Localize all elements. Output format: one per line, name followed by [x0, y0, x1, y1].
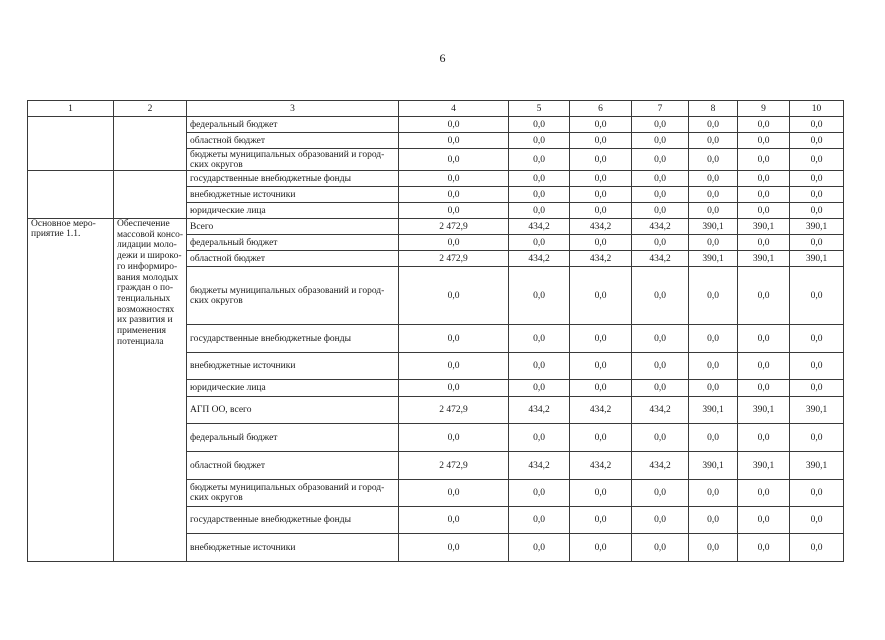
funding-source-cell — [187, 203, 399, 219]
description-text-line: массовой консо- — [117, 229, 184, 240]
column-header: 7 — [632, 101, 689, 117]
description-text-line: потенциала — [117, 336, 164, 347]
value-cell: 0,0 — [509, 325, 570, 353]
value-cell: 0,0 — [738, 534, 790, 562]
measure-cell — [28, 219, 114, 562]
description-text-line: лидации моло- — [117, 240, 177, 251]
value-cell: 0,0 — [509, 133, 570, 149]
value-cell: 0,0 — [509, 267, 570, 325]
funding-source-line: ских округов — [190, 493, 243, 503]
column-header: 4 — [399, 101, 509, 117]
description-cell — [114, 117, 187, 171]
funding-source-cell — [187, 117, 399, 133]
funding-source-cell — [187, 187, 399, 203]
value-cell: 0,0 — [570, 235, 632, 251]
funding-source-line: внебюджетные источники — [190, 189, 296, 200]
value-cell: 0,0 — [570, 203, 632, 219]
description-text-line: го информиро- — [117, 261, 178, 272]
value-cell: 0,0 — [790, 507, 844, 534]
value-cell: 0,0 — [738, 149, 790, 171]
column-header: 1 — [28, 101, 114, 117]
value-cell: 0,0 — [689, 235, 738, 251]
value-cell: 434,2 — [509, 397, 570, 424]
funding-source-line: ских округов — [190, 295, 243, 306]
value-cell: 0,0 — [632, 133, 689, 149]
value-cell: 0,0 — [509, 480, 570, 507]
measure-text-line: приятие 1.1. — [31, 229, 81, 239]
funding-source-line: областной бюджет — [190, 135, 266, 146]
funding-source-line: федеральный бюджет — [190, 119, 278, 130]
value-cell: 0,0 — [509, 149, 570, 171]
funding-source-cell — [187, 133, 399, 149]
value-cell: 0,0 — [399, 203, 509, 219]
funding-source-line: бюджеты муниципальных образований и город- — [190, 149, 385, 160]
description-text-line: применения — [117, 326, 166, 337]
funding-source-cell — [187, 219, 399, 235]
value-cell: 0,0 — [738, 480, 790, 507]
value-cell: 0,0 — [738, 171, 790, 187]
value-cell: 0,0 — [738, 203, 790, 219]
value-cell: 390,1 — [738, 219, 790, 235]
description-cell — [114, 219, 187, 562]
description-text-line: их развития и — [117, 315, 173, 326]
value-cell: 0,0 — [399, 133, 509, 149]
value-cell: 0,0 — [399, 267, 509, 325]
value-cell: 0,0 — [570, 117, 632, 133]
table-row — [28, 117, 844, 133]
value-cell: 0,0 — [509, 117, 570, 133]
value-cell: 0,0 — [570, 149, 632, 171]
column-header: 2 — [114, 101, 187, 117]
value-cell: 0,0 — [689, 203, 738, 219]
funding-source-cell — [187, 267, 399, 325]
value-cell: 0,0 — [689, 267, 738, 325]
value-cell: 0,0 — [570, 187, 632, 203]
value-cell: 0,0 — [689, 424, 738, 452]
funding-source-line: АГП ОО, всего — [190, 405, 252, 415]
funding-source-line: областной бюджет — [190, 253, 266, 264]
value-cell: 0,0 — [689, 133, 738, 149]
description-cell — [114, 171, 187, 219]
value-cell: 0,0 — [570, 325, 632, 353]
value-cell: 0,0 — [790, 235, 844, 251]
value-cell: 0,0 — [689, 149, 738, 171]
value-cell: 390,1 — [738, 452, 790, 480]
funding-source-line: бюджеты муниципальных образований и город- — [190, 483, 385, 493]
value-cell: 0,0 — [738, 380, 790, 397]
table-row — [28, 171, 844, 187]
funding-source-cell — [187, 325, 399, 353]
value-cell: 0,0 — [689, 353, 738, 380]
value-cell: 0,0 — [689, 325, 738, 353]
funding-source-line: внебюджетные источники — [190, 542, 296, 553]
value-cell: 390,1 — [689, 452, 738, 480]
value-cell: 390,1 — [689, 251, 738, 267]
value-cell: 0,0 — [570, 507, 632, 534]
value-cell: 0,0 — [399, 235, 509, 251]
value-cell: 0,0 — [509, 507, 570, 534]
value-cell: 0,0 — [570, 353, 632, 380]
value-cell: 0,0 — [399, 534, 509, 562]
value-cell: 0,0 — [399, 171, 509, 187]
funding-source-line: федеральный бюджет — [190, 237, 278, 248]
value-cell: 0,0 — [632, 187, 689, 203]
value-cell: 0,0 — [570, 267, 632, 325]
value-cell: 0,0 — [738, 187, 790, 203]
funding-source-line: государственные внебюджетные фонды — [190, 173, 351, 184]
value-cell: 434,2 — [632, 219, 689, 235]
funding-source-line: областной бюджет — [190, 460, 266, 471]
measure-text-line: Основное меро- — [31, 219, 96, 229]
value-cell: 0,0 — [738, 235, 790, 251]
value-cell: 390,1 — [689, 397, 738, 424]
value-cell: 0,0 — [689, 507, 738, 534]
value-cell: 0,0 — [790, 117, 844, 133]
description-text-line: дежи и широко- — [117, 251, 182, 262]
value-cell: 0,0 — [790, 534, 844, 562]
funding-source-line: бюджеты муниципальных образований и город- — [190, 285, 385, 296]
column-header: 8 — [689, 101, 738, 117]
value-cell: 0,0 — [399, 353, 509, 380]
description-text-line: возможностях — [117, 304, 175, 315]
value-cell: 0,0 — [790, 133, 844, 149]
funding-source-cell — [187, 235, 399, 251]
value-cell: 434,2 — [509, 452, 570, 480]
measure-cell — [28, 117, 114, 171]
funding-source-cell — [187, 149, 399, 171]
value-cell: 0,0 — [689, 187, 738, 203]
value-cell: 0,0 — [399, 149, 509, 171]
measure-cell — [28, 171, 114, 219]
value-cell: 0,0 — [570, 480, 632, 507]
value-cell: 434,2 — [570, 219, 632, 235]
value-cell: 0,0 — [632, 267, 689, 325]
value-cell: 0,0 — [632, 424, 689, 452]
value-cell: 0,0 — [738, 507, 790, 534]
value-cell: 434,2 — [632, 251, 689, 267]
description-text-line: тенциальных — [117, 293, 171, 304]
value-cell: 0,0 — [790, 480, 844, 507]
value-cell: 0,0 — [738, 325, 790, 353]
funding-source-cell — [187, 171, 399, 187]
value-cell: 0,0 — [790, 171, 844, 187]
value-cell: 434,2 — [570, 452, 632, 480]
description-text-line: граждан о по- — [117, 283, 174, 294]
value-cell: 0,0 — [570, 133, 632, 149]
funding-source-cell — [187, 397, 399, 424]
value-cell: 0,0 — [689, 534, 738, 562]
value-cell: 434,2 — [509, 219, 570, 235]
budget-table — [27, 100, 844, 562]
value-cell: 0,0 — [570, 171, 632, 187]
value-cell: 390,1 — [790, 251, 844, 267]
value-cell: 434,2 — [509, 251, 570, 267]
value-cell: 390,1 — [738, 251, 790, 267]
funding-source-cell — [187, 480, 399, 507]
funding-source-line: государственные внебюджетные фонды — [190, 515, 351, 525]
value-cell: 0,0 — [399, 480, 509, 507]
value-cell: 0,0 — [689, 480, 738, 507]
value-cell: 0,0 — [738, 133, 790, 149]
funding-source-cell — [187, 251, 399, 267]
value-cell: 0,0 — [790, 267, 844, 325]
value-cell: 0,0 — [509, 187, 570, 203]
funding-source-cell — [187, 452, 399, 480]
value-cell: 0,0 — [570, 380, 632, 397]
funding-source-line: Всего — [190, 221, 214, 232]
funding-source-line: внебюджетные источники — [190, 361, 296, 371]
value-cell: 0,0 — [509, 534, 570, 562]
value-cell: 0,0 — [790, 353, 844, 380]
value-cell: 0,0 — [632, 534, 689, 562]
value-cell: 0,0 — [738, 117, 790, 133]
value-cell: 0,0 — [509, 424, 570, 452]
value-cell: 0,0 — [509, 203, 570, 219]
funding-source-cell — [187, 353, 399, 380]
value-cell: 0,0 — [399, 187, 509, 203]
value-cell: 0,0 — [399, 325, 509, 353]
value-cell: 434,2 — [570, 251, 632, 267]
description-text-line: вания молодых — [117, 272, 179, 283]
funding-source-cell — [187, 380, 399, 397]
value-cell: 0,0 — [632, 203, 689, 219]
funding-source-cell — [187, 424, 399, 452]
value-cell: 0,0 — [632, 117, 689, 133]
value-cell: 0,0 — [399, 424, 509, 452]
description-text-line: Обеспечение — [117, 219, 170, 229]
page-number: 6 — [439, 51, 446, 65]
funding-source-line: федеральный бюджет — [190, 432, 278, 443]
value-cell: 0,0 — [632, 171, 689, 187]
value-cell: 0,0 — [790, 203, 844, 219]
column-header: 3 — [187, 101, 399, 117]
funding-source-line: государственные внебюджетные фонды — [190, 333, 351, 344]
value-cell: 0,0 — [509, 235, 570, 251]
value-cell: 2 472,9 — [399, 397, 509, 424]
value-cell: 0,0 — [509, 171, 570, 187]
value-cell: 0,0 — [790, 187, 844, 203]
funding-source-line: юридические лица — [190, 383, 266, 393]
table-header-row — [28, 101, 844, 117]
value-cell: 0,0 — [570, 534, 632, 562]
column-header: 5 — [509, 101, 570, 117]
value-cell: 0,0 — [632, 480, 689, 507]
column-header: 9 — [738, 101, 790, 117]
value-cell: 390,1 — [790, 397, 844, 424]
value-cell: 0,0 — [632, 353, 689, 380]
value-cell: 0,0 — [790, 424, 844, 452]
value-cell: 0,0 — [632, 325, 689, 353]
value-cell: 434,2 — [632, 452, 689, 480]
value-cell: 0,0 — [399, 507, 509, 534]
value-cell: 0,0 — [509, 380, 570, 397]
value-cell: 0,0 — [790, 380, 844, 397]
table-body — [28, 117, 844, 562]
value-cell: 0,0 — [570, 424, 632, 452]
value-cell: 0,0 — [790, 325, 844, 353]
value-cell: 0,0 — [632, 149, 689, 171]
value-cell: 0,0 — [399, 380, 509, 397]
value-cell: 0,0 — [632, 507, 689, 534]
value-cell: 390,1 — [790, 219, 844, 235]
funding-source-line: юридические лица — [190, 205, 266, 216]
value-cell: 390,1 — [738, 397, 790, 424]
column-header: 10 — [790, 101, 844, 117]
value-cell: 390,1 — [689, 219, 738, 235]
value-cell: 0,0 — [738, 267, 790, 325]
value-cell: 434,2 — [570, 397, 632, 424]
value-cell: 0,0 — [790, 149, 844, 171]
value-cell: 2 472,9 — [399, 251, 509, 267]
value-cell: 0,0 — [689, 117, 738, 133]
value-cell: 0,0 — [632, 235, 689, 251]
value-cell: 2 472,9 — [399, 219, 509, 235]
value-cell: 0,0 — [738, 424, 790, 452]
value-cell: 0,0 — [399, 117, 509, 133]
value-cell: 0,0 — [689, 380, 738, 397]
table-row — [28, 219, 844, 235]
funding-source-line: ских округов — [190, 159, 243, 170]
value-cell: 0,0 — [509, 353, 570, 380]
value-cell: 2 472,9 — [399, 452, 509, 480]
value-cell: 0,0 — [689, 171, 738, 187]
value-cell: 0,0 — [738, 353, 790, 380]
funding-source-cell — [187, 534, 399, 562]
value-cell: 0,0 — [632, 380, 689, 397]
column-header: 6 — [570, 101, 632, 117]
funding-source-cell — [187, 507, 399, 534]
value-cell: 434,2 — [632, 397, 689, 424]
value-cell: 390,1 — [790, 452, 844, 480]
